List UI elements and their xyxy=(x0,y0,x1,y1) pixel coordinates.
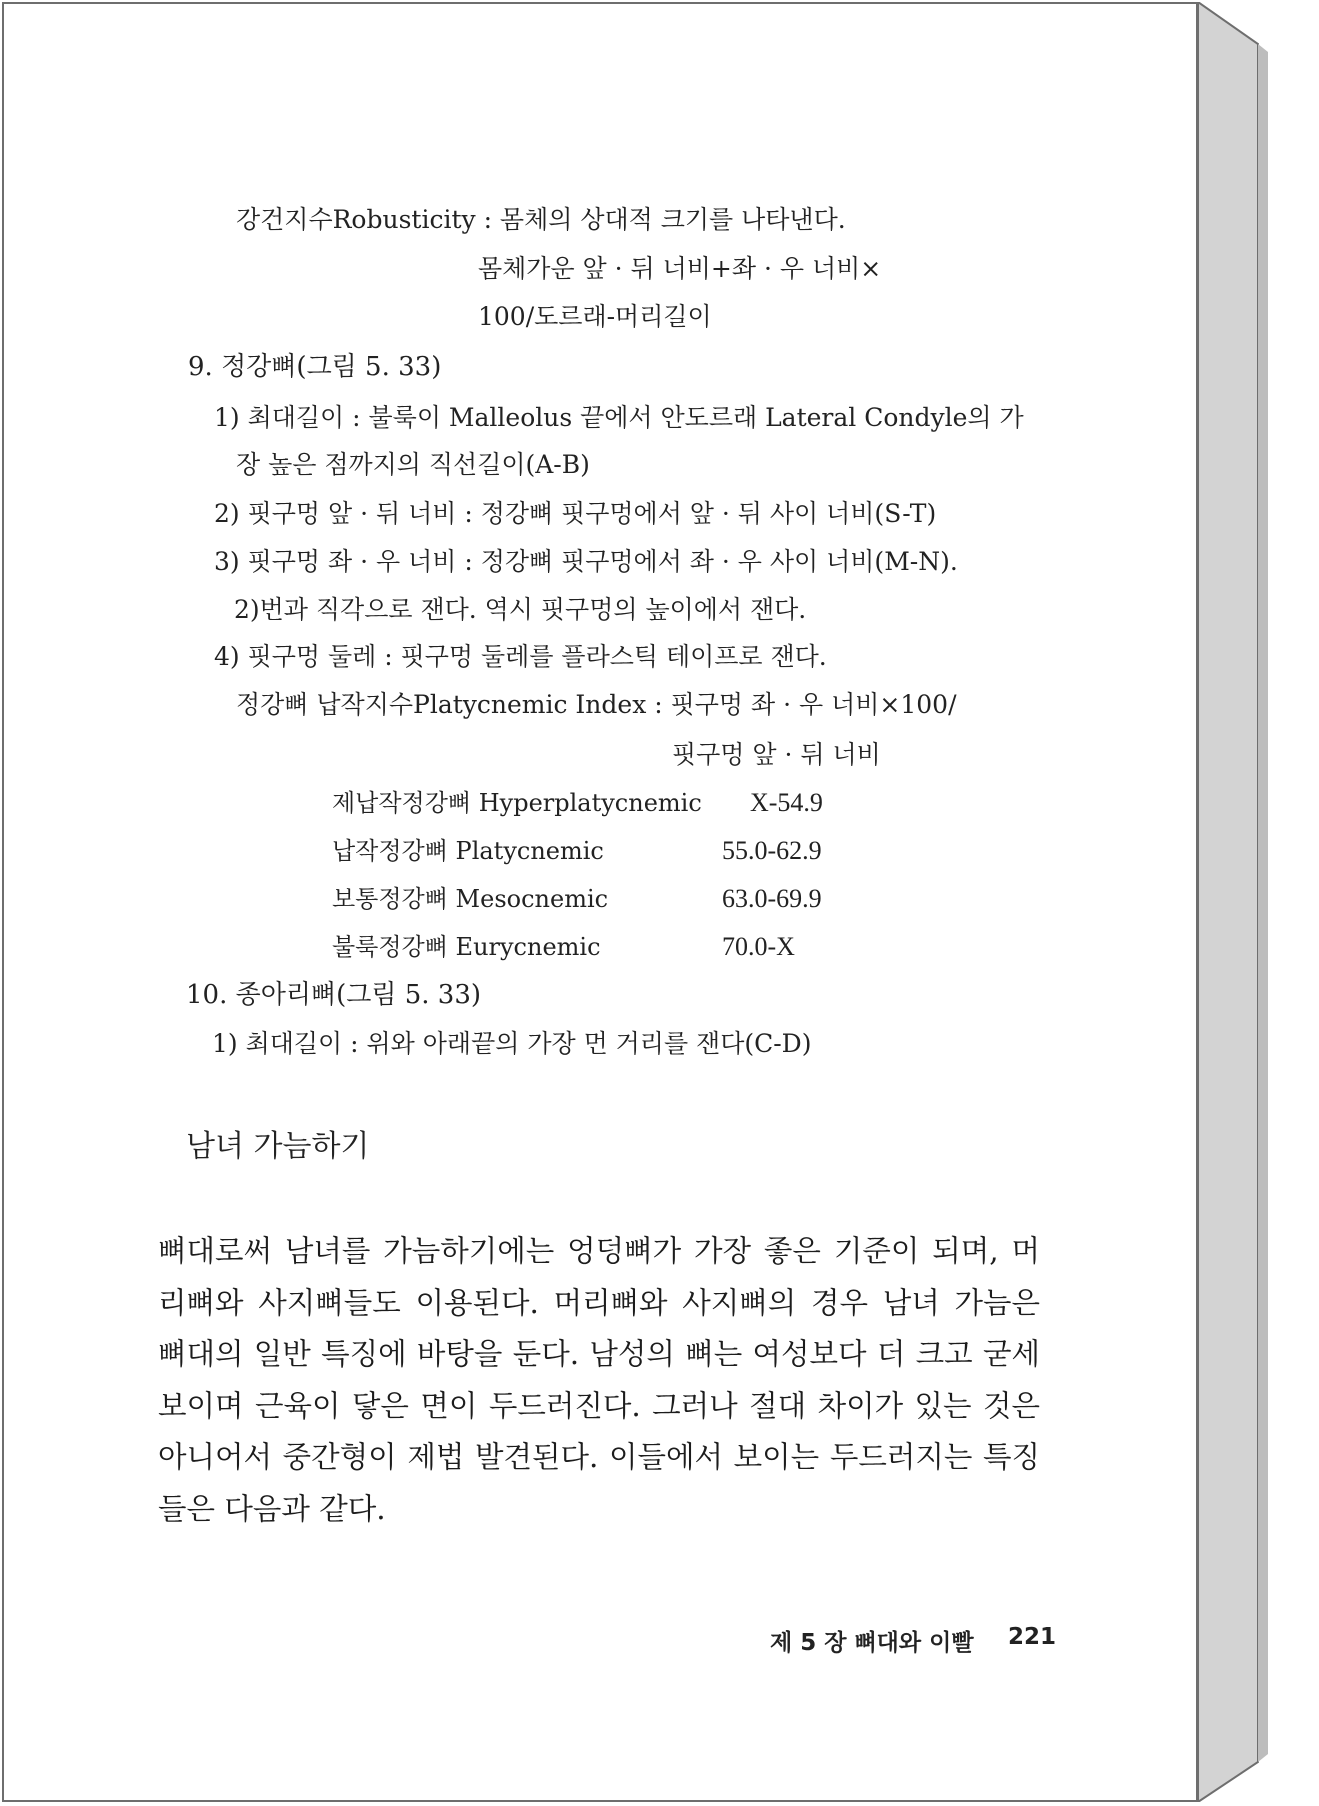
platycnemic-index-line-1: 정강뼈 납작지수Platycnemic Index : 핏구멍 좌 · 우 너비×100/ xyxy=(236,690,957,719)
section-9-item-1b: 장 높은 점까지의 직선길이(A-B) xyxy=(236,450,590,479)
running-footer-chapter: 제 5 장 뼈대와 이빨 xyxy=(770,1630,974,1656)
table-row-name: 불룩정강뼈 Eurycnemic xyxy=(332,933,601,961)
robusticity-line-2: 몸체가운 앞 · 뒤 너비+좌 · 우 너비× xyxy=(478,254,882,283)
section-9-title: 9. 정강뼈(그림 5. 33) xyxy=(188,352,442,382)
section-9-item-4: 4) 핏구멍 둘레 : 핏구멍 둘레를 플라스틱 테이프로 잰다. xyxy=(214,642,827,671)
table-row-name: 제납작정강뼈 Hyperplatycnemic xyxy=(332,789,702,817)
table-row-range: X-54.9 xyxy=(750,788,823,817)
section-10-item-1: 1) 최대길이 : 위와 아래끝의 가장 먼 거리를 잰다(C-D) xyxy=(212,1029,812,1058)
table-row-range: 63.0-69.9 xyxy=(722,884,822,913)
table-row-name: 보통정강뼈 Mesocnemic xyxy=(332,885,609,913)
table-row-range: 55.0-62.9 xyxy=(722,836,822,865)
table-row-name: 납작정강뼈 Platycnemic xyxy=(332,837,604,865)
section-9-item-2: 2) 핏구멍 앞 · 뒤 너비 : 정강뼈 핏구멍에서 앞 · 뒤 사이 너비(S-T) xyxy=(214,499,937,528)
section-9-item-1a: 1) 최대길이 : 불룩이 Malleolus 끝에서 안도르래 Lateral Condyle의 가 xyxy=(214,403,1024,432)
section-heading: 남녀 가늠하기 xyxy=(186,1129,370,1164)
book-spine xyxy=(1198,2,1316,1802)
page-number: 221 xyxy=(1008,1624,1057,1650)
section-10-title: 10. 종아리뼈(그림 5. 33) xyxy=(186,980,482,1010)
section-9-item-3b: 2)번과 직각으로 잰다. 역시 핏구멍의 높이에서 잰다. xyxy=(234,595,807,624)
platycnemic-index-line-2: 핏구멍 앞 · 뒤 너비 xyxy=(672,740,881,769)
robusticity-line-3: 100/도르래-머리길이 xyxy=(478,302,712,331)
body-paragraph: 뼈대로써 남녀를 가늠하기에는 엉덩뼈가 가장 좋은 기준이 되며, 머리뼈와 사지뼈들도 이용된다. 머리뼈와 사지뼈의 경우 남녀 가늠은 뼈대의 일반 특징에 바탕을 둔다. 남성의 뼈는 여성보다 더 크고 굳세 보이며 근육이 닿은 면이 두드러진다. 그러나 절대 차이가 있는 것은 아니어서 중간형이 제법 발견된다. 이들에서 보이는 두드러지는 특징들은 다음과 같다. xyxy=(158,1234,1040,1526)
section-9-item-3a: 3) 핏구멍 좌 · 우 너비 : 정강뼈 핏구멍에서 좌 · 우 사이 너비(M-N). xyxy=(214,547,958,576)
table-row-range: 70.0-X xyxy=(722,932,795,961)
robusticity-line-1: 강건지수Robusticity : 몸체의 상대적 크기를 나타낸다. xyxy=(236,205,846,234)
